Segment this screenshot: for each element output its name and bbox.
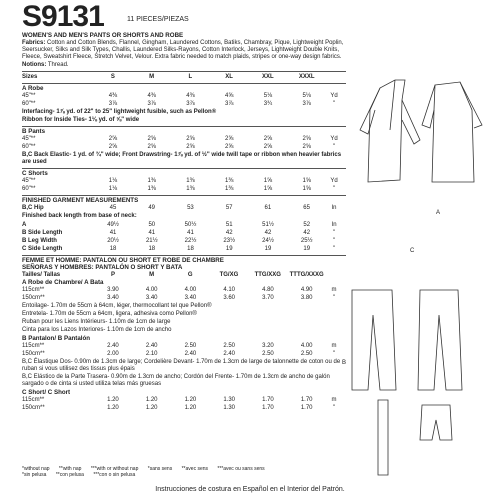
cell: 1.70 [300, 396, 313, 403]
cell: 1.70 [300, 404, 313, 411]
row-label: B Side Length [22, 229, 63, 236]
cell: 3⅞ [186, 100, 195, 107]
french-title: FEMME ET HOMME: PANTALON OU SHORT ET ROBE DE CHAMBRE [22, 257, 224, 264]
cell: 24½ [262, 237, 274, 244]
footnote: **con pelusa [55, 472, 84, 478]
cell: 18 [187, 245, 194, 252]
cell: 1⅜ [147, 185, 156, 192]
table-row [22, 396, 342, 404]
table-row [22, 404, 342, 412]
cell: 1.70 [262, 396, 274, 403]
cell: 2⅝ [147, 135, 156, 142]
cell: 4⅜ [108, 92, 118, 99]
cell: 51 [225, 221, 233, 228]
hip-table [22, 204, 342, 212]
row-label: 45"** [22, 135, 36, 142]
elastique-note: B,C Élastique Dos- 0.90m de 1.3cm de large; Cordelière Devant- 1.70m de 1.3cm de large de talonnette de coton ou de ruban si vous utilisez des tissus plus épais [22, 359, 341, 372]
entoilage-note: Entoilage- 1.70m de 55cm à 64cm, léger, thermocollant tel que Pellon® [22, 303, 212, 309]
cell: 2⅝ [302, 143, 311, 150]
pants-heading: B Pants [22, 128, 46, 135]
cell: 4⅜ [147, 92, 156, 99]
interfacing-note: Interfacing- 1⅞ yd. of 22" to 25" lightweight fusible, such as Pellon® [22, 109, 217, 115]
robe-front-drawing [368, 80, 405, 182]
divider [22, 168, 346, 169]
unit: m [331, 396, 337, 403]
finished-heading: FINISHED GARMENT MEASUREMENTS [22, 197, 139, 204]
cell: 50½ [184, 221, 197, 228]
cell: 2.50 [223, 342, 236, 349]
cell: 4.90 [300, 286, 313, 293]
cell: 2.50 [184, 342, 197, 349]
cell: 61 [264, 204, 272, 211]
cell: 1.70 [262, 404, 274, 411]
cell: 1⅝ [263, 177, 273, 184]
cell: 3.20 [262, 342, 274, 349]
cell: 1⅝ [263, 185, 273, 192]
cell: 1.30 [223, 396, 236, 403]
spanish-instructions-note: Instrucciones de costura en Español en el Interior del Patrón. [155, 486, 345, 493]
footnote: ***avec ou sans sens [217, 466, 265, 472]
table-row [22, 294, 342, 302]
shorts-drawing [420, 405, 452, 440]
unit: In [331, 204, 337, 211]
table-row [22, 245, 342, 253]
size-cell: P [110, 271, 115, 278]
back-length-label: Finished back length from base of neck: [22, 213, 137, 219]
cell: 42 [225, 229, 233, 236]
row-label: B,C Hip [22, 204, 44, 211]
cell: 41 [148, 229, 156, 236]
unit: In [331, 221, 337, 228]
cell: 3⅞ [108, 100, 118, 107]
unit: Yd [330, 177, 338, 184]
notions-paragraph [22, 62, 346, 69]
robe-heading: A Robe [22, 85, 44, 92]
unit: " [332, 100, 336, 107]
cell: 52 [303, 221, 311, 228]
footnote: ***with or without nap [90, 466, 139, 472]
metric-sizes-table [22, 271, 342, 279]
row-label: 150cm** [22, 404, 45, 411]
table-row [22, 100, 342, 108]
cell: 19 [225, 245, 233, 252]
size-cell: M [149, 73, 155, 80]
size-cell: XXL [262, 73, 274, 80]
cell: 1.20 [184, 396, 197, 403]
cell: 1⅝ [302, 185, 311, 192]
cell: 1.20 [107, 396, 119, 403]
finished-lengths-table [22, 221, 342, 253]
fabrics-text: Cotton and Cotton Blends, Flannel, Gingham, Laundered Cottons, Batiks, Chambray, Pique, Lightweight Poplin, Seersucker, Silks and Silk Types, Challis, Laundered Silks-Rayons, Cotton Interlock, Jerseys, Lightweight Double Knits, Fleece, Sweatshirt Fleece, Stretch Velvet, Velour. Extra fabric needed to match plaids, stripes or one-way design fabrics. [22, 40, 344, 60]
cell: 18 [148, 245, 156, 252]
cell: 3¾ [263, 100, 273, 107]
cell: 2⅝ [186, 135, 195, 142]
table-row [22, 143, 342, 151]
unit: Yd [330, 135, 338, 142]
size-cell: XXXL [298, 73, 315, 80]
table-row [22, 342, 342, 350]
cell: 1⅜ [147, 177, 156, 184]
english-title: WOMEN'S AND MEN'S PANTS OR SHORTS AND ROBE [22, 32, 184, 39]
row-label: 115cm** [22, 396, 45, 403]
cell: 3⅞ [224, 100, 234, 107]
table-row [22, 229, 342, 237]
footnote: *without nap [22, 466, 50, 472]
cell: 49½ [107, 221, 119, 228]
pieces-count: 11 PIECES/PIEZAS [127, 16, 189, 23]
footnotes [22, 466, 346, 478]
elastic-note: B,C Back Elastic- 1 yd. of ¾" wide; Front Drawstring- 1⅞ yd. of ½" wide twill tape or ribbon when heavier fabrics are used [22, 152, 342, 165]
belt-drawing [378, 400, 388, 475]
cell: 1⅛ [108, 185, 118, 192]
row-label: 45"** [22, 92, 36, 99]
line-drawings [340, 70, 490, 480]
cell: 4⅝ [224, 92, 234, 99]
sizes-label: Tailles/ Tallas [22, 271, 61, 278]
cell: 5⅛ [263, 92, 273, 99]
cell: 1.20 [184, 404, 197, 411]
pants-yardage-table [22, 135, 342, 151]
row-label: 60"** [22, 100, 36, 107]
row-label: 60"** [22, 185, 36, 192]
garment-illustrations [340, 70, 490, 480]
row-label: 115cm** [22, 342, 45, 349]
table-row [22, 185, 342, 193]
pants-front-drawing [352, 290, 396, 390]
unit: " [332, 294, 336, 301]
row-label: B Leg Width [22, 237, 57, 244]
cell: 45 [109, 204, 117, 211]
elastico-note: B,C Elástico de la Parte Trasera- 0.90m de 1.3cm de ancho; Cordón del Frente- 1.70m de 1.3cm de ancho de galón sargado o de cinta si usted utiliza telas más gruesas [22, 374, 330, 387]
ruban-note: Ruban pour les Liens Intérieurs- 1.10m de 1cm de large [22, 319, 171, 325]
cell: 41 [109, 229, 117, 236]
unit: " [332, 404, 336, 411]
ribbon-note: Ribbon for Inside Ties- 1⅛ yd. of ⅝" wide [22, 117, 140, 123]
metric-pants-heading: B Pantalon/ B Pantalón [22, 335, 91, 342]
cell: 21½ [145, 237, 158, 244]
cell: 5⅛ [302, 92, 311, 99]
cell: 19 [303, 245, 311, 252]
divider [22, 126, 346, 127]
row-label: 150cm** [22, 350, 45, 357]
cell: 1.20 [107, 404, 119, 411]
cell: 3.60 [223, 294, 236, 301]
cell: 2⅝ [108, 143, 118, 150]
size-cell: M [149, 271, 155, 278]
cell: 2.50 [300, 350, 313, 357]
divider [22, 71, 346, 72]
divider [22, 195, 346, 196]
table-row [22, 221, 342, 229]
sizes-row [22, 73, 342, 81]
cell: 1.20 [145, 396, 158, 403]
unit: " [332, 350, 336, 357]
cell: 4.80 [262, 286, 274, 293]
footnote: **avec sens [181, 466, 209, 472]
footnote: *sin pelusa [22, 472, 47, 478]
notions-text: Thread. [47, 62, 69, 68]
cell: 1.30 [223, 404, 236, 411]
fabrics-label: Fabrics: [22, 40, 46, 46]
cell: 65 [303, 204, 310, 211]
unit: " [332, 245, 336, 252]
cell: 19 [264, 245, 272, 252]
cell: 49 [148, 204, 156, 211]
cell: 2⅝ [302, 135, 311, 142]
cell: 2⅝ [147, 143, 156, 150]
footnote: ***con o sin pelusa [93, 472, 136, 478]
cell: 4⅜ [186, 92, 195, 99]
metric-pants-table [22, 342, 342, 358]
unit: " [332, 237, 336, 244]
unit: " [332, 143, 336, 150]
divider [22, 255, 346, 256]
size-cell: TTG/XXG [254, 271, 281, 278]
cell: 3⅞ [302, 100, 311, 107]
table-row [22, 204, 342, 212]
cell: 57 [225, 204, 233, 211]
cell: 51½ [262, 221, 274, 228]
size-cell: S [110, 73, 115, 80]
entretela-note: Entretela- 1.70m de 55cm a 64cm, ligera, adhesiva como Pellon® [22, 311, 197, 317]
row-label: 60"** [22, 143, 36, 150]
sizes-row [22, 271, 342, 279]
view-label-b: B [342, 360, 347, 366]
cell: 3⅞ [147, 100, 156, 107]
cell: 2.40 [145, 342, 158, 349]
cell: 2⅝ [263, 143, 273, 150]
table-row [22, 135, 342, 143]
size-cell: TTTG/XXXG [289, 271, 324, 278]
divider [22, 83, 346, 84]
cell: 41 [187, 229, 194, 236]
cell: 1⅝ [302, 177, 311, 184]
cell: 3.40 [107, 294, 119, 301]
cell: 1.20 [145, 404, 158, 411]
cell: 3.40 [184, 294, 197, 301]
cell: 2⅝ [108, 135, 118, 142]
metric-robe-heading: A Robe de Chambre/ A Bata [22, 279, 104, 286]
cell: 1⅜ [224, 177, 234, 184]
pants-back-drawing [418, 290, 462, 390]
metric-shorts-heading: C Short/ C Short [22, 389, 71, 396]
table-row [22, 237, 342, 245]
table-row [22, 92, 342, 100]
unit: m [331, 342, 337, 349]
cell: 3.70 [262, 294, 274, 301]
unit: m [331, 286, 337, 293]
cell: 42 [264, 229, 272, 236]
metric-shorts-table [22, 396, 342, 412]
size-cell: G [187, 271, 193, 278]
cell: 20½ [107, 237, 119, 244]
sizes-label: Sizes [22, 73, 38, 80]
size-cell: TG/XG [219, 271, 239, 278]
cell: 4.10 [223, 286, 236, 293]
table-row [22, 350, 342, 358]
view-label-c: C [410, 248, 415, 254]
footnote: **with nap [58, 466, 82, 472]
cell: 2⅝ [186, 143, 195, 150]
cell: 2.50 [262, 350, 274, 357]
cell: 4.00 [145, 286, 158, 293]
cell: 2.40 [107, 342, 119, 349]
row-label: 45"** [22, 177, 36, 184]
cell: 23½ [223, 237, 236, 244]
notions-label: Notions: [22, 62, 47, 68]
row-label: 115cm** [22, 286, 45, 293]
view-label-a: A [436, 210, 441, 216]
row-label: A [22, 221, 27, 228]
cell: 1⅛ [108, 177, 118, 184]
spanish-title: SEÑORAS Y HOMBRES: PANTALÓN O SHORT Y BATA [22, 264, 183, 271]
unit: " [332, 229, 336, 236]
row-label: C Side Length [22, 245, 63, 252]
cell: 25½ [300, 237, 313, 244]
fabrics-paragraph [22, 40, 346, 61]
cell: 2.40 [184, 350, 197, 357]
footnote: *sans sens [147, 466, 173, 472]
cell: 3.40 [145, 294, 158, 301]
cell: 3.90 [107, 286, 119, 293]
row-label: 150cm** [22, 294, 45, 301]
table-row [22, 177, 342, 185]
size-cell: L [188, 73, 193, 80]
cell: 4.00 [184, 286, 197, 293]
cell: 42 [303, 229, 311, 236]
cell: 22½ [184, 237, 197, 244]
cell: 50 [148, 221, 156, 228]
cell: 4.00 [300, 342, 313, 349]
table-row [22, 286, 342, 294]
measurement-chart [22, 32, 346, 412]
cell: 2.40 [223, 350, 236, 357]
cinta-note: Cinta para los Lazos Interiores- 1.10m de 1cm de ancho [22, 327, 172, 333]
pattern-number: S9131 [22, 0, 104, 33]
metric-robe-table [22, 286, 342, 302]
cell: 2⅝ [224, 135, 234, 142]
shorts-yardage-table [22, 177, 342, 193]
english-sizes-table [22, 73, 342, 81]
cell: 1⅜ [186, 185, 195, 192]
cell: 2.10 [145, 350, 158, 357]
cell: 2⅝ [224, 143, 234, 150]
unit: Yd [330, 92, 338, 99]
size-cell: XL [225, 73, 233, 80]
unit: " [332, 185, 336, 192]
cell: 1⅜ [186, 177, 195, 184]
cell: 18 [109, 245, 117, 252]
cell: 1⅜ [224, 185, 234, 192]
shorts-heading: C Shorts [22, 170, 48, 177]
cell: 2⅝ [263, 135, 273, 142]
cell: 2.00 [107, 350, 119, 357]
cell: 53 [187, 204, 194, 211]
cell: 3.80 [300, 294, 313, 301]
robe-yardage-table [22, 92, 342, 108]
